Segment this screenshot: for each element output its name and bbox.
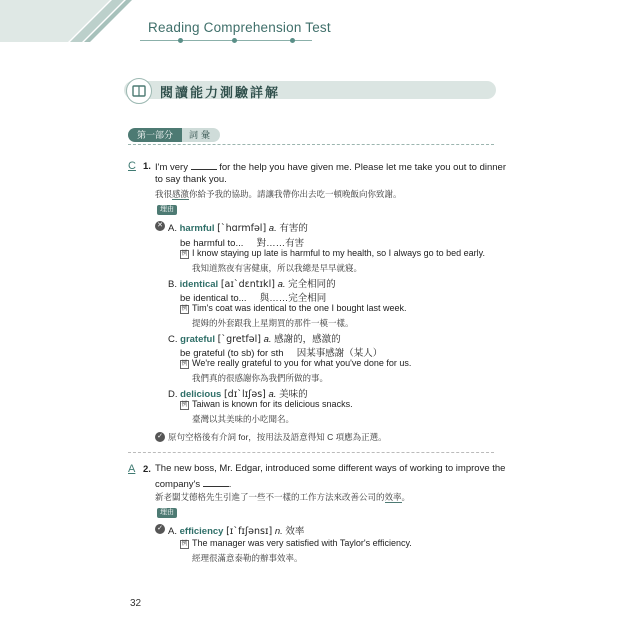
answer-key: A <box>128 463 136 475</box>
header-title: Reading Comprehension Test <box>148 20 331 35</box>
header-decoration <box>0 0 140 42</box>
question-number: 2. <box>143 464 151 475</box>
option-c-example-translation: 我們真的很感謝你為我們所做的事。 <box>192 373 329 383</box>
example-icon: 例 <box>181 251 188 257</box>
example-icon: 例 <box>181 541 188 547</box>
part-rule <box>128 144 494 145</box>
header-dot <box>178 38 183 43</box>
option-c: C. grateful [ˋgretfəl] a. 感謝的，感激的 <box>168 334 341 345</box>
option-b: B. identical [aɪˋdɛntɪkl] a. 完全相同的 <box>168 279 336 290</box>
option-a-example: The manager was very satisfied with Taylor's efficiency. <box>192 538 412 548</box>
question-note: 原句空格後有介詞 for，按用法及語意得知 C 項應為正選。 <box>168 432 387 442</box>
answer-key: C <box>128 160 136 172</box>
page-number: 32 <box>130 598 142 609</box>
correct-mark-icon: ✓ <box>155 524 165 534</box>
reason-label: 理由 <box>157 205 177 215</box>
question-number: 1. <box>143 161 151 172</box>
header-dot <box>290 38 295 43</box>
option-c-phrase: be grateful (to sb) for sth 因某事感謝（某人） <box>180 348 383 359</box>
book-icon <box>126 78 152 104</box>
option-d: D. delicious [dɪˋlɪʃəs] a. 美味的 <box>168 389 308 400</box>
header-rule <box>140 40 312 41</box>
wrong-mark-icon: ✕ <box>155 221 165 231</box>
example-icon: 例 <box>181 402 188 408</box>
option-d-example-translation: 臺灣以其美味的小吃聞名。 <box>192 414 295 424</box>
note-icon: ✓ <box>155 432 165 442</box>
option-d-example: Taiwan is known for its delicious snacks. <box>192 399 353 409</box>
question-text: The new boss, Mr. Edgar, introduced some different ways of working to improve the <box>155 463 506 474</box>
part-label: 第一部分 <box>128 128 182 142</box>
question-text-line2: company's . <box>155 479 232 490</box>
example-icon: 例 <box>181 361 188 367</box>
part-topic: 詞彙 <box>182 128 220 142</box>
reason-label: 理由 <box>157 508 177 518</box>
option-a-example: I know staying up late is harmful to my health, so I always go to bed early. <box>192 248 485 258</box>
option-b-example: Tim's coat was identical to the one I bought last week. <box>192 303 407 313</box>
header-dot <box>232 38 237 43</box>
question-translation: 新老闆艾德格先生引進了一些不一樣的工作方法來改善公司的效率。 <box>155 492 411 502</box>
option-c-example: We're really grateful to you for what you've done for us. <box>192 358 412 368</box>
option-a: A. efficiency [ɪˋfɪʃənsɪ] n. 效率 <box>168 526 305 537</box>
question-divider <box>128 452 494 453</box>
option-b-phrase: be identical to... 與……完全相同 <box>180 293 327 304</box>
option-b-example-translation: 提姆的外套跟我上星期買的那件一模一樣。 <box>192 318 354 328</box>
question-text-line2: to say thank you. <box>155 174 227 185</box>
section-title: 閱讀能力測驗詳解 <box>160 85 281 100</box>
option-a-phrase: be harmful to... 對……有害 <box>180 238 305 249</box>
question-text: I'm very for the help you have given me. Please let me take you out to dinner <box>155 162 506 173</box>
question-translation: 我很感激你給予我的協助。請讓我帶你出去吃一頓晚飯向你致謝。 <box>155 189 402 199</box>
example-icon: 例 <box>181 306 188 312</box>
option-a-example-translation: 我知道熬夜有害健康，所以我總是早早就寢。 <box>192 263 363 273</box>
option-a-example-translation: 經理很滿意泰勒的辦事效率。 <box>192 553 303 563</box>
option-a: A. harmful [ˋhɑrmfəl] a. 有害的 <box>168 223 308 234</box>
